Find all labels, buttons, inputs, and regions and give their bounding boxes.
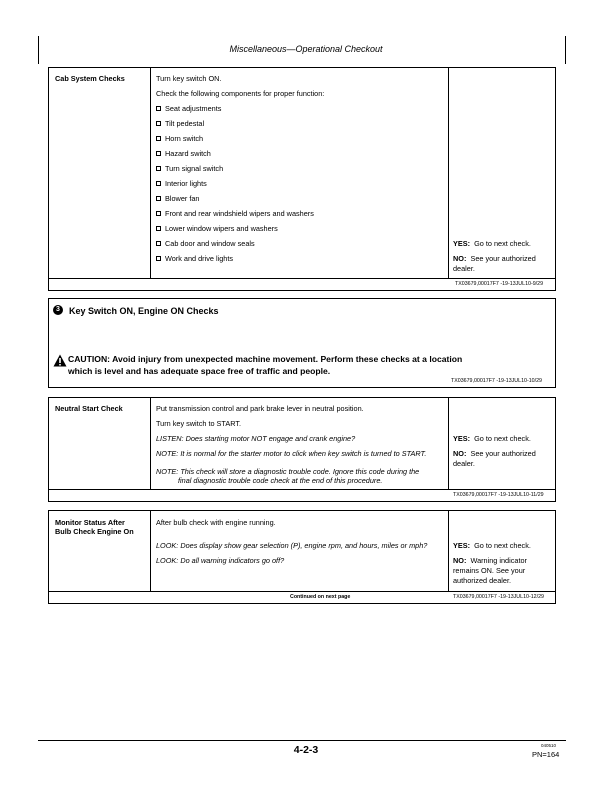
section-title: Key Switch ON, Engine ON Checks — [69, 306, 219, 316]
checklist-item: Cab door and window seals — [156, 239, 255, 249]
caution-line-1: CAUTION: Avoid injury from unexpected machine movement. Perform these checks at a location — [68, 354, 463, 364]
pn-label: PN=164 — [532, 750, 560, 759]
checkbox-icon — [156, 121, 161, 126]
monitor-yes: YES: Go to next check. — [453, 541, 531, 550]
continued-notice: Continued on next page — [290, 594, 351, 600]
column-divider — [448, 510, 449, 591]
checklist-item: Front and rear windshield wipers and washers — [156, 209, 314, 219]
checklist-item: Tilt pedestal — [156, 119, 204, 129]
column-divider — [150, 397, 151, 489]
neutral-no-cont: dealer. — [453, 459, 475, 468]
cab-yes: YES: Go to next check. — [453, 239, 531, 248]
checkbox-icon — [156, 226, 161, 231]
neutral-line-4: NOTE: It is normal for the starter motor to click when key switch is turned to START. — [156, 449, 427, 458]
cab-line-1: Turn key switch ON. — [156, 74, 222, 83]
monitor-line-3: LOOK: Do all warning indicators go off? — [156, 556, 285, 565]
cab-ref-code: TX03679,00017F7 -19-13JUL10-9/29 — [455, 281, 544, 287]
checkbox-icon — [156, 136, 161, 141]
monitor-no: NO: Warning indicator — [453, 556, 527, 565]
checkbox-icon — [156, 256, 161, 261]
checklist-item: Seat adjustments — [156, 104, 221, 114]
cab-line-2: Check the following components for proper function: — [156, 89, 325, 98]
neutral-line-3: LISTEN: Does starting motor NOT engage and crank engine? — [156, 434, 356, 443]
checkbox-icon — [156, 166, 161, 171]
monitor-status-label-1: Monitor Status After — [55, 518, 125, 527]
neutral-line-1: Put transmission control and park brake lever in neutral position. — [156, 404, 364, 413]
footer-code: 040510 — [541, 743, 557, 748]
checklist-item: Horn switch — [156, 134, 203, 144]
footer-rule — [38, 740, 566, 741]
page-title: Miscellaneous—Operational Checkout — [229, 44, 383, 54]
row-divider — [48, 489, 556, 490]
checkbox-icon — [156, 241, 161, 246]
cab-no: NO: See your authorized — [453, 254, 536, 263]
checklist-item: Work and drive lights — [156, 254, 233, 264]
checklist-item: Hazard switch — [156, 149, 211, 159]
section-number-badge: 3 — [53, 305, 63, 315]
column-divider — [150, 510, 151, 591]
neutral-yes: YES: Go to next check. — [453, 434, 531, 443]
checklist-item: Blower fan — [156, 194, 199, 204]
section3-ref-code: TX03679,00017F7 -19-13JUL10-10/29 — [451, 378, 542, 384]
checkbox-icon — [156, 106, 161, 111]
column-divider — [448, 397, 449, 489]
cab-no-cont: dealer. — [453, 264, 475, 273]
monitor-status-label-2: Bulb Check Engine On — [55, 527, 134, 536]
column-divider — [150, 67, 151, 278]
neutral-start-check-label: Neutral Start Check — [55, 404, 123, 413]
checkbox-icon — [156, 181, 161, 186]
monitor-line-1: After bulb check with engine running. — [156, 518, 276, 527]
monitor-line-2: LOOK: Does display show gear selection (P), engine rpm, and hours, miles or mph? — [156, 541, 428, 550]
column-divider — [448, 67, 449, 278]
monitor-ref-code: TX03679,00017F7 -19-13JUL10-12/29 — [453, 594, 544, 600]
monitor-no-cont-1: remains ON. See your — [453, 566, 526, 575]
checkbox-icon — [156, 196, 161, 201]
neutral-line-2: Turn key switch to START. — [156, 419, 242, 428]
page-number: 4-2-3 — [293, 744, 319, 756]
neutral-no: NO: See your authorized — [453, 449, 536, 458]
row-divider — [48, 278, 556, 279]
neutral-ref-code: TX03679,00017F7 -19-13JUL10-11/29 — [453, 492, 544, 498]
neutral-line-5b: final diagnostic trouble code check at the end of this procedure. — [178, 476, 383, 485]
checkbox-icon — [156, 151, 161, 156]
checklist-item: Turn signal switch — [156, 164, 223, 174]
row-divider — [48, 591, 556, 592]
caution-line-2: which is level and has adequate space free of traffic and people. — [68, 366, 331, 376]
neutral-line-5a: NOTE: This check will store a diagnostic trouble code. Ignore this code during the — [156, 467, 420, 476]
checkbox-icon — [156, 211, 161, 216]
checklist-item: Lower window wipers and washers — [156, 224, 278, 234]
cab-system-checks-label: Cab System Checks — [55, 74, 125, 83]
monitor-no-cont-2: authorized dealer. — [453, 576, 512, 585]
warning-triangle-icon — [53, 354, 67, 367]
checklist-item: Interior lights — [156, 179, 207, 189]
